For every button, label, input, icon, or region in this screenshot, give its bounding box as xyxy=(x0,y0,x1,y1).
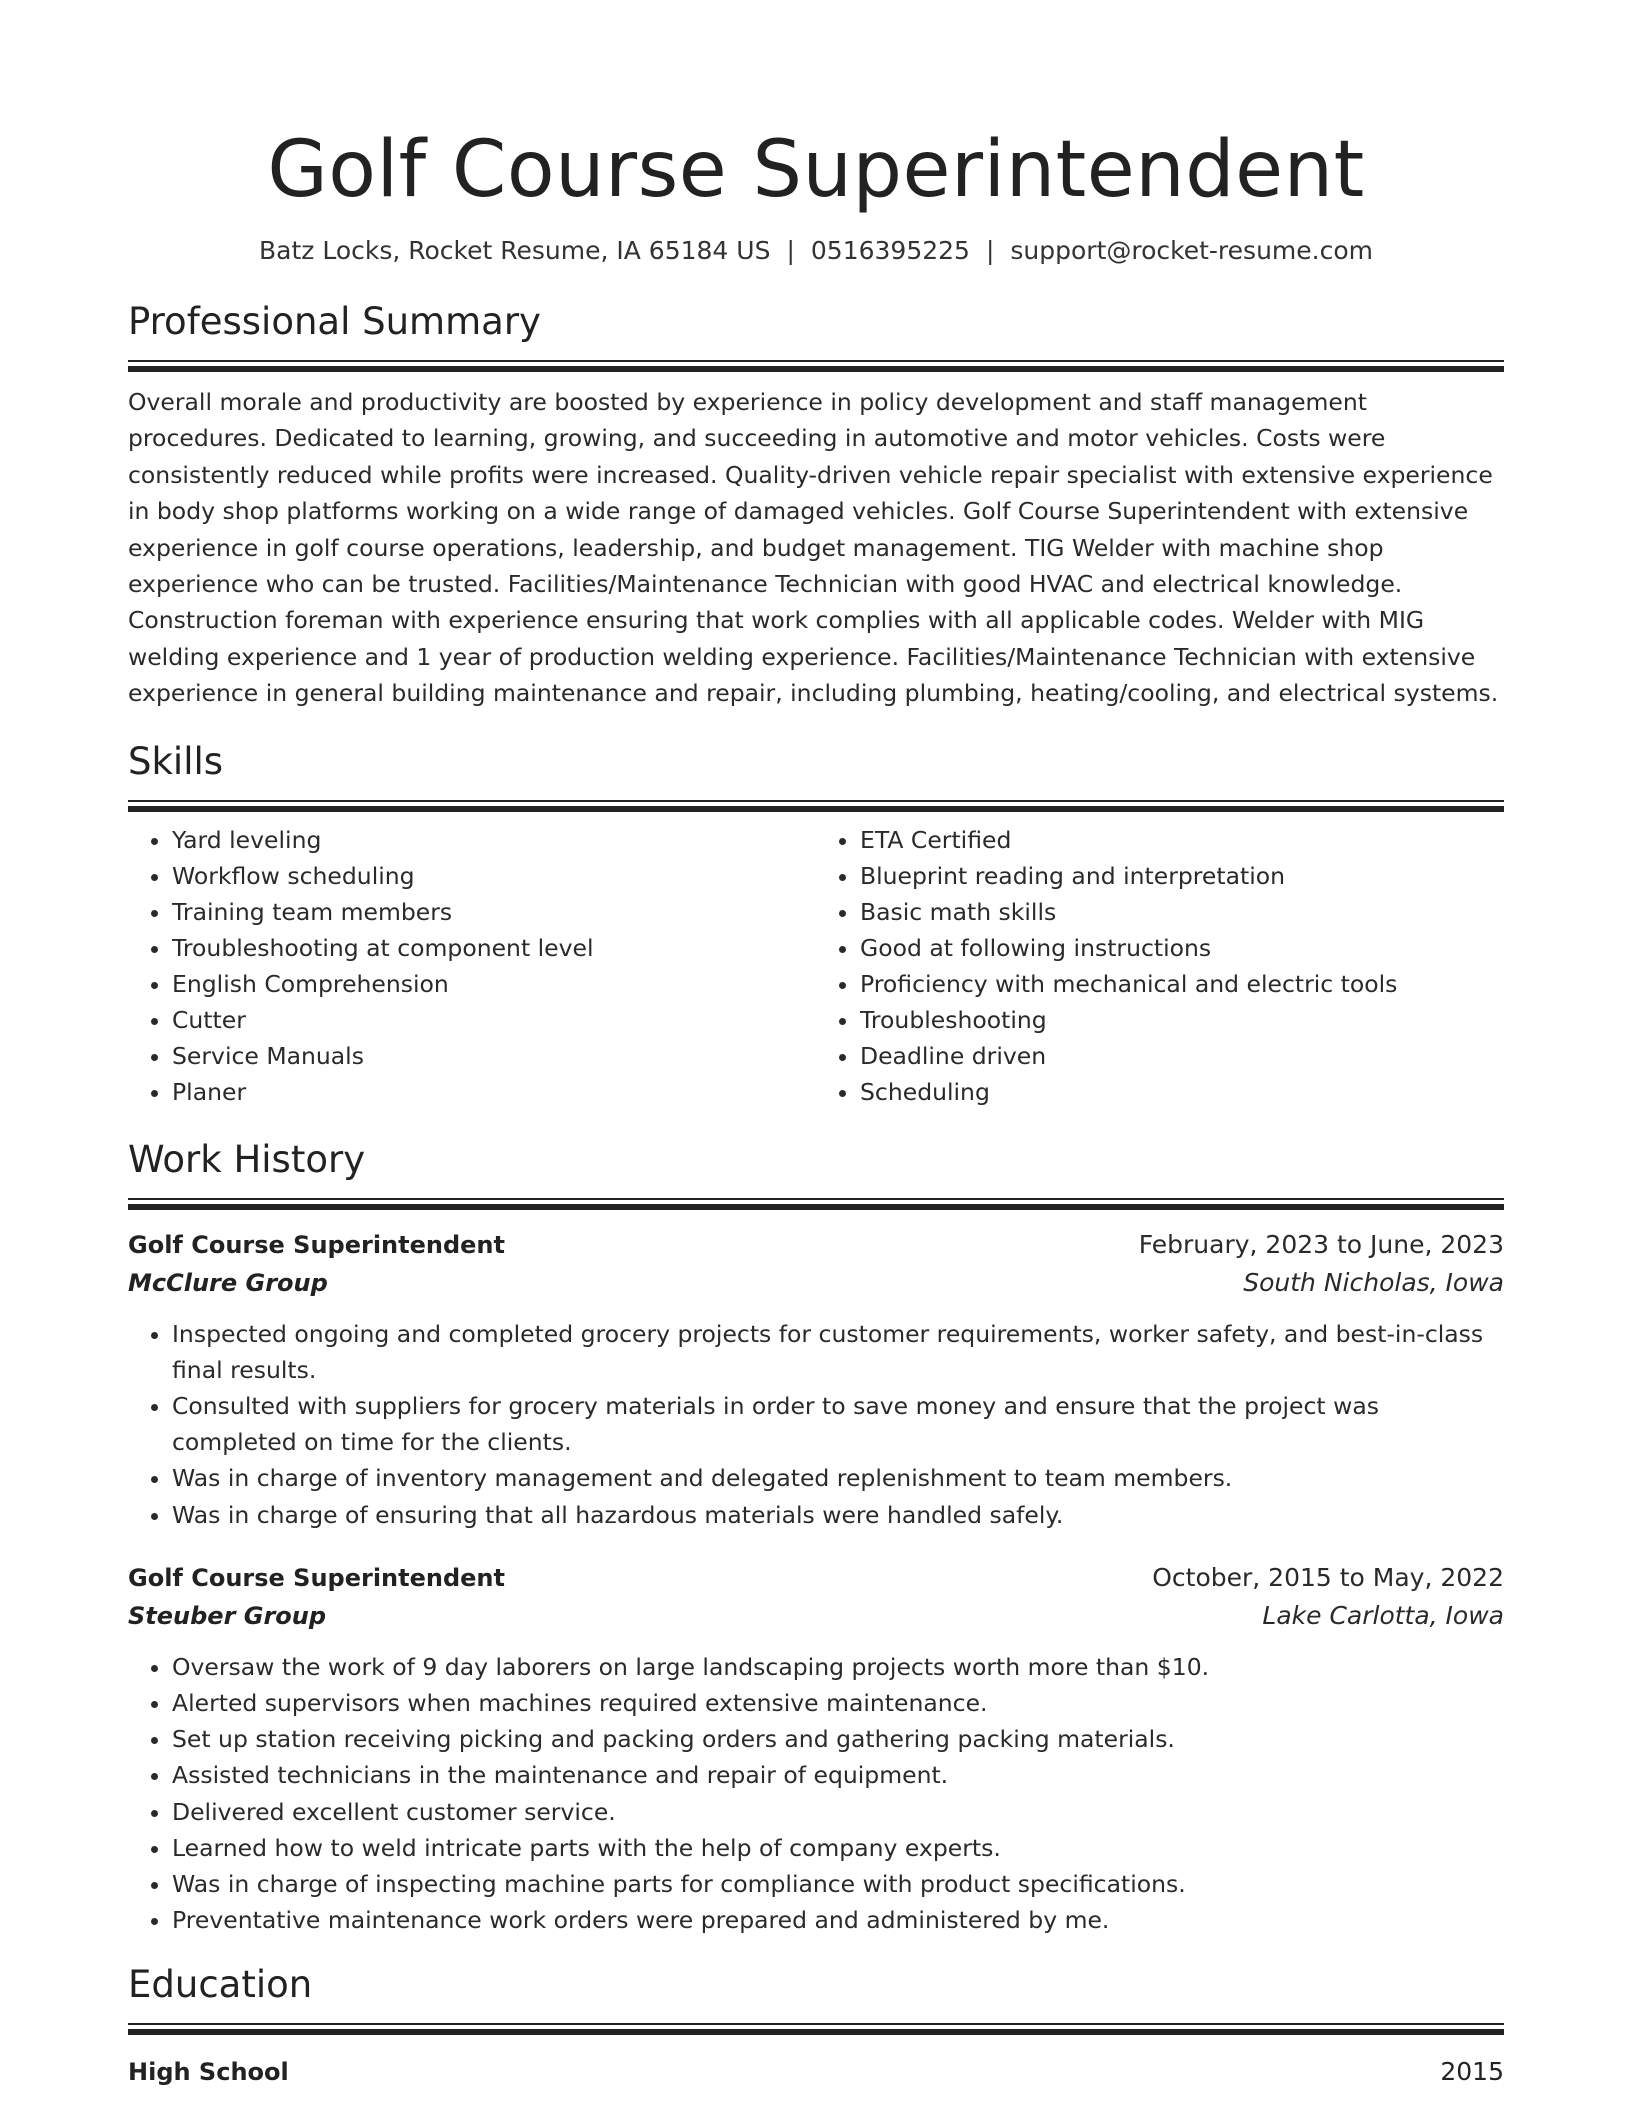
skills-heading: Skills xyxy=(128,739,224,783)
section-divider xyxy=(128,360,1504,372)
job-bullet: • Inspected ongoing and completed grocery projects for customer requirements, worker safety, and best-in-class final results. xyxy=(172,1316,1504,1388)
skill-item: • Troubleshooting at component level xyxy=(172,930,816,966)
education-heading: Education xyxy=(128,1962,313,2006)
job-bullet: • Was in charge of inventory management and delegated replenishment to team members. xyxy=(172,1460,1504,1496)
job-subheader xyxy=(128,1264,1504,1302)
section-divider xyxy=(128,1198,1504,1210)
job-location: Lake Carlotta, Iowa xyxy=(1262,1600,1504,1630)
job-bullet: • Consulted with suppliers for grocery materials in order to save money and ensure that the project was completed on time for the clients. xyxy=(172,1388,1504,1460)
skill-item: • Scheduling xyxy=(860,1074,1504,1110)
job-bullets xyxy=(128,1316,1504,1533)
contact-address: Batz Locks, Rocket Resume, IA 65184 US xyxy=(258,236,771,265)
section-divider xyxy=(128,800,1504,812)
job-bullet: • Was in charge of inspecting machine parts for compliance with product specifications. xyxy=(172,1866,1504,1902)
summary-section xyxy=(128,298,1504,712)
job-company: McClure Group xyxy=(128,1268,328,1297)
education-section xyxy=(128,1961,1504,2091)
skill-item: • Planer xyxy=(172,1074,816,1110)
job-bullet: • Oversaw the work of 9 day laborers on large landscaping projects worth more than $10. xyxy=(172,1649,1504,1685)
job-bullet: • Assisted technicians in the maintenance and repair of equipment. xyxy=(172,1757,1504,1793)
skill-item: • ETA Certified xyxy=(860,822,1504,858)
skills-section xyxy=(128,738,1504,1110)
job-location: South Nicholas, Iowa xyxy=(1243,1267,1504,1297)
contact-separator: | xyxy=(786,236,795,265)
job-header xyxy=(128,1226,1504,1264)
section-divider xyxy=(128,2023,1504,2035)
skill-item: • Yard leveling xyxy=(172,822,816,858)
education-degree: High School xyxy=(128,2057,289,2086)
resume-page xyxy=(128,0,1504,2091)
skill-item: • Blueprint reading and interpretation xyxy=(860,858,1504,894)
job-bullet: • Preventative maintenance work orders were prepared and administered by me. xyxy=(172,1902,1504,1938)
skill-item: • Training team members xyxy=(172,894,816,930)
job-bullet: • Was in charge of ensuring that all hazardous materials were handled safely. xyxy=(172,1497,1504,1533)
contact-phone: 0516395225 xyxy=(810,236,970,265)
job-dates: February, 2023 to June, 2023 xyxy=(1138,1229,1504,1259)
job-bullet: • Learned how to weld intricate parts with the help of company experts. xyxy=(172,1830,1504,1866)
job-title: Golf Course Superintendent xyxy=(128,1563,505,1592)
skill-item: • Basic math skills xyxy=(860,894,1504,930)
job-bullet: • Delivered excellent customer service. xyxy=(172,1794,1504,1830)
education-entry xyxy=(128,2053,1504,2091)
skill-item: • Proficiency with mechanical and electric tools xyxy=(860,966,1504,1002)
job-bullets xyxy=(128,1649,1504,1939)
resume-name: Golf Course Superintendent xyxy=(267,125,1365,215)
job-entry xyxy=(128,1226,1504,1533)
job-bullet: • Alerted supervisors when machines required extensive maintenance. xyxy=(172,1685,1504,1721)
education-year: 2015 xyxy=(1440,2056,1504,2086)
skill-item: • Cutter xyxy=(172,1002,816,1038)
contact-email: support@rocket-resume.com xyxy=(1010,236,1373,265)
work-section xyxy=(128,1136,1504,1939)
contact-line xyxy=(128,234,1504,268)
skill-item: • Deadline driven xyxy=(860,1038,1504,1074)
job-entry xyxy=(128,1559,1504,1939)
summary-text: Overall morale and productivity are boosted by experience in policy development and staff management procedures. Dedicated to learning, growing, and succeeding in automotive and motor vehicles. Costs were consistently reduced while profits were increased. Quality-driven vehicle repair specialist with extensive experience in body shop platforms working on a wide range of damaged vehicles. Golf Course Superintendent with extensive experience in golf course operations, leadership, and budget management. TIG Welder with machine shop experience who can be trusted. Facilities/Maintenance Technician with good HVAC and electrical knowledge. Construction foreman with experience ensuring that work complies with all applicable codes. Welder with MIG welding experience and 1 year of production welding experience. Facilities/Maintenance Technician with extensive experience in general building maintenance and repair, including plumbing, heating/cooling, and electrical systems. xyxy=(128,388,1499,708)
skills-list-right xyxy=(816,822,1504,1110)
job-bullet: • Set up station receiving picking and packing orders and gathering packing materials. xyxy=(172,1721,1504,1757)
skill-item: • Workflow scheduling xyxy=(172,858,816,894)
skill-item: • Good at following instructions xyxy=(860,930,1504,966)
job-header xyxy=(128,1559,1504,1597)
job-dates: October, 2015 to May, 2022 xyxy=(1152,1562,1504,1592)
skill-item: • English Comprehension xyxy=(172,966,816,1002)
summary-heading: Professional Summary xyxy=(128,300,541,343)
job-title: Golf Course Superintendent xyxy=(128,1230,505,1259)
skills-list-left xyxy=(128,822,816,1110)
job-company: Steuber Group xyxy=(128,1601,327,1630)
skills-columns xyxy=(128,822,1504,1110)
job-subheader xyxy=(128,1597,1504,1635)
skill-item: • Service Manuals xyxy=(172,1038,816,1074)
job-list xyxy=(128,1226,1504,1939)
skill-item: • Troubleshooting xyxy=(860,1002,1504,1038)
work-heading: Work History xyxy=(128,1137,366,1181)
contact-separator: | xyxy=(985,236,995,265)
